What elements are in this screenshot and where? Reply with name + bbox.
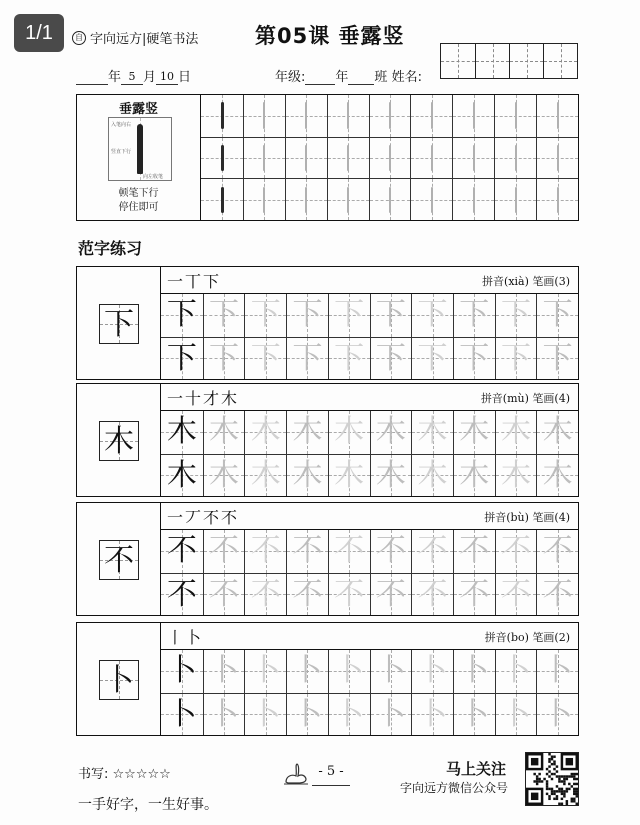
date-line [76, 66, 191, 85]
stroke-practice-cell [201, 178, 243, 220]
practice-character: 下 [500, 340, 531, 376]
practice-character: 卜 [500, 696, 531, 732]
pinyin-info: 拼音(bù) 笔画(4) [484, 511, 570, 524]
page-number: - 5 - [318, 764, 344, 779]
trace-character-cell [328, 530, 370, 573]
practice-character: 卜 [334, 653, 365, 688]
practice-character: 木 [250, 457, 281, 493]
trace-character-cell [328, 411, 370, 454]
trace-character-cell [370, 530, 412, 573]
trace-character-cell [536, 337, 578, 380]
vertical-stroke-icon [221, 187, 224, 213]
trace-character-cell [370, 650, 412, 693]
vertical-stroke-icon [431, 102, 433, 129]
trace-character-cell [453, 337, 495, 380]
stroke-practice-cell [452, 137, 494, 179]
character-block [76, 622, 579, 736]
practice-character: 不 [209, 576, 240, 612]
trace-character-cell [536, 693, 578, 736]
trace-character-cell [328, 337, 370, 380]
trace-character-cell [453, 530, 495, 573]
stroke-practice-cell [536, 137, 578, 179]
trace-character-cell [328, 573, 370, 616]
practice-character: 下 [250, 340, 281, 376]
trace-character-cell [495, 650, 537, 693]
trace-character-cell [370, 693, 412, 736]
character-practice-grid [161, 530, 578, 615]
stroke-practice-cell [327, 178, 369, 220]
practice-character: 木 [542, 457, 573, 493]
trace-character-cell [286, 454, 328, 497]
trace-character-cell [370, 454, 412, 497]
trace-character-cell [286, 573, 328, 616]
stroke-tip-line2: 停住即可 [118, 202, 159, 213]
trace-character-cell [244, 530, 286, 573]
model-character-box [99, 421, 139, 461]
character-practice-grid [161, 650, 578, 735]
trace-character-cell [286, 337, 328, 380]
stroke-practice-cell [410, 95, 452, 137]
practice-character: 不 [334, 576, 365, 612]
practice-character: 下 [542, 340, 573, 376]
stroke-practice-cell [494, 178, 536, 220]
trace-character-cell [495, 294, 537, 337]
practice-character: 卜 [375, 696, 406, 732]
class-line [275, 66, 422, 85]
practice-character: 不 [542, 576, 573, 612]
practice-character: 卜 [209, 653, 240, 688]
character-header [161, 384, 578, 411]
vertical-stroke-icon [263, 102, 265, 129]
practice-character: 下 [292, 297, 323, 332]
trace-character-cell [495, 573, 537, 616]
vertical-stroke-icon [557, 102, 559, 129]
stroke-practice-cell [243, 178, 285, 220]
trace-character-cell [495, 693, 537, 736]
stroke-practice-cell [327, 137, 369, 179]
trace-character-cell [495, 530, 537, 573]
stroke-order: 一丅下 [167, 272, 222, 291]
trace-character-cell [244, 650, 286, 693]
practice-character: 卜 [292, 696, 323, 732]
example-character-cell [161, 294, 203, 337]
stroke-practice-cell [536, 95, 578, 137]
model-character-box [99, 304, 139, 344]
example-character-cell [161, 411, 203, 454]
vertical-stroke-icon [137, 124, 143, 174]
vertical-stroke-icon [305, 102, 307, 129]
name-cell [441, 44, 475, 78]
trace-character-cell [203, 573, 245, 616]
name-cell [475, 44, 509, 78]
model-character: 卜 [104, 663, 134, 698]
practice-character: 木 [417, 414, 448, 449]
vertical-stroke-icon [305, 145, 307, 171]
stroke-practice-cell [536, 178, 578, 220]
trace-character-cell [411, 693, 453, 736]
practice-character: 卜 [166, 653, 197, 688]
vertical-stroke-icon [389, 102, 391, 129]
stroke-practice-cell [285, 137, 327, 179]
stroke-practice-cell [494, 137, 536, 179]
page-indicator[interactable]: 1/1 [14, 14, 64, 52]
practice-character: 下 [417, 340, 448, 376]
character-block [76, 502, 579, 616]
trace-character-cell [286, 693, 328, 736]
stroke-info-panel [77, 95, 201, 220]
stroke-practice-cell [369, 137, 411, 179]
model-area [77, 384, 161, 496]
trace-character-cell [495, 454, 537, 497]
character-practice-grid [161, 294, 578, 379]
stroke-practice-cell [410, 178, 452, 220]
stroke-order: 一十才木 [167, 389, 240, 408]
trace-character-cell [286, 530, 328, 573]
practice-character: 木 [459, 414, 490, 449]
practice-character: 不 [459, 576, 490, 612]
model-character: 木 [104, 424, 134, 459]
practice-character: 木 [209, 414, 240, 449]
brand-logo-icon: 自 [72, 31, 86, 45]
trace-character-cell [536, 411, 578, 454]
vertical-stroke-icon [473, 102, 475, 129]
practice-character: 木 [334, 414, 365, 449]
practice-character: 不 [334, 533, 365, 568]
vertical-stroke-icon [263, 187, 265, 213]
practice-character: 木 [500, 414, 531, 449]
stroke-name: 垂露竖 [118, 102, 158, 117]
practice-character: 木 [542, 414, 573, 449]
practice-character: 木 [459, 457, 490, 493]
trace-character-cell [328, 454, 370, 497]
practice-character: 不 [459, 533, 490, 568]
pinyin-info: 拼音(bo) 笔画(2) [484, 631, 570, 644]
trace-character-cell [536, 573, 578, 616]
trace-character-cell [244, 573, 286, 616]
model-character-box [99, 660, 139, 700]
stroke-practice-cell [452, 95, 494, 137]
practice-character: 不 [417, 533, 448, 568]
character-block [76, 383, 579, 497]
qr-code-icon[interactable] [525, 752, 579, 806]
practice-character: 卜 [542, 653, 573, 688]
stroke-practice-cell [201, 95, 243, 137]
trace-character-cell [286, 650, 328, 693]
stroke-practice-cell [369, 95, 411, 137]
name-cell [543, 44, 577, 78]
stroke-tip [77, 187, 200, 215]
trace-character-cell [328, 650, 370, 693]
model-area [77, 503, 161, 615]
lesson-title: 第05课 垂露竖 [255, 24, 405, 48]
class-blank [348, 70, 374, 85]
vertical-stroke-icon [221, 145, 224, 171]
stroke-practice-cell [243, 95, 285, 137]
trace-character-cell [244, 294, 286, 337]
stroke-practice-cell [452, 178, 494, 220]
practice-character: 下 [334, 340, 365, 376]
vertical-stroke-icon [263, 145, 265, 171]
practice-character: 不 [250, 576, 281, 612]
grade-label: 年级: [275, 70, 306, 85]
class-label: 班 [374, 70, 388, 85]
trace-character-cell [370, 573, 412, 616]
stroke-demo-figure [108, 117, 172, 181]
vertical-stroke-icon [347, 187, 349, 213]
trace-character-cell [411, 650, 453, 693]
character-header [161, 503, 578, 530]
stroke-practice-cell [369, 178, 411, 220]
practice-character: 木 [375, 457, 406, 493]
practice-character: 下 [375, 340, 406, 376]
rating-stars: 书写: ☆☆☆☆☆ [78, 767, 171, 782]
model-area [77, 623, 161, 735]
slogan: 一手好字，一生好事。 [78, 797, 218, 813]
trace-character-cell [244, 454, 286, 497]
trace-character-cell [203, 294, 245, 337]
brand-header [72, 28, 198, 47]
practice-character: 卜 [417, 653, 448, 688]
trace-character-cell [370, 294, 412, 337]
follow-title: 马上关注 [446, 760, 507, 778]
trace-character-cell [203, 650, 245, 693]
stroke-order: 丨卜 [167, 628, 204, 647]
pinyin-info: 拼音(mù) 笔画(4) [480, 392, 570, 405]
trace-character-cell [411, 573, 453, 616]
trace-character-cell [453, 693, 495, 736]
trace-character-cell [286, 411, 328, 454]
stroke-order: 一丆不不 [167, 508, 240, 527]
trace-character-cell [536, 294, 578, 337]
stroke-practice-cell [285, 178, 327, 220]
trace-character-cell [495, 411, 537, 454]
practice-character: 卜 [459, 653, 490, 688]
trace-character-cell [453, 411, 495, 454]
vertical-stroke-icon [431, 145, 433, 171]
practice-character: 下 [292, 340, 323, 376]
practice-character: 不 [166, 576, 197, 612]
practice-character: 下 [166, 297, 197, 332]
practice-character: 下 [166, 340, 197, 376]
trace-character-cell [411, 454, 453, 497]
trace-character-cell [453, 454, 495, 497]
example-character-cell [161, 454, 203, 497]
practice-character: 卜 [417, 696, 448, 732]
vertical-stroke-icon [515, 145, 517, 171]
model-character: 下 [104, 307, 134, 342]
practice-character: 木 [209, 457, 240, 493]
brand-text: 字向远方|硬笔书法 [90, 32, 199, 47]
trace-character-cell [495, 337, 537, 380]
vertical-stroke-icon [347, 102, 349, 129]
stroke-tip-line1: 顿笔下行 [118, 188, 159, 199]
name-cell [509, 44, 543, 78]
trace-character-cell [453, 294, 495, 337]
pinyin-info: 拼音(xià) 笔画(3) [482, 275, 570, 288]
section-title: 范字练习 [78, 239, 143, 258]
practice-character: 卜 [250, 653, 281, 688]
character-practice-grid [161, 411, 578, 496]
practice-character: 不 [500, 576, 531, 612]
trace-character-cell [203, 411, 245, 454]
trace-character-cell [203, 693, 245, 736]
vertical-stroke-icon [557, 145, 559, 171]
stroke-practice-cell [243, 137, 285, 179]
model-area [77, 267, 161, 379]
nian-label: 年 [335, 70, 349, 85]
trace-character-cell [244, 337, 286, 380]
trace-character-cell [453, 650, 495, 693]
character-header [161, 623, 578, 650]
stroke-practice-box [76, 94, 579, 221]
practice-character: 下 [459, 340, 490, 376]
practice-character: 不 [500, 533, 531, 568]
practice-character: 木 [166, 414, 197, 449]
page-number-area [282, 760, 354, 786]
trace-character-cell [411, 294, 453, 337]
character-header [161, 267, 578, 294]
trace-character-cell [286, 294, 328, 337]
vertical-stroke-icon [473, 145, 475, 171]
name-label: 姓名: [391, 70, 422, 85]
trace-character-cell [244, 411, 286, 454]
demo-label-middle: 竖直下行 [111, 149, 132, 155]
practice-character: 不 [375, 576, 406, 612]
model-character-box [99, 540, 139, 580]
trace-character-cell [203, 454, 245, 497]
year-label: 年 [108, 70, 122, 85]
demo-label-start: 入笔向右 [111, 122, 132, 128]
example-character-cell [161, 693, 203, 736]
trace-character-cell [411, 530, 453, 573]
practice-character: 卜 [542, 696, 573, 732]
vertical-stroke-icon [431, 187, 433, 213]
trace-character-cell [328, 294, 370, 337]
stroke-practice-cell [201, 137, 243, 179]
practice-character: 卜 [334, 696, 365, 732]
practice-character: 卜 [166, 696, 197, 732]
grade-blank [305, 70, 335, 85]
practice-character: 卜 [250, 696, 281, 732]
vertical-stroke-icon [515, 102, 517, 129]
demo-label-end: 向左收笔 [143, 174, 164, 180]
vertical-stroke-icon [221, 102, 224, 129]
rabbit-icon [282, 762, 310, 786]
practice-character: 木 [166, 457, 197, 493]
stroke-practice-cell [410, 137, 452, 179]
trace-character-cell [244, 693, 286, 736]
practice-character: 不 [166, 533, 197, 568]
month-label: 月 [143, 70, 157, 85]
practice-character: 不 [292, 576, 323, 612]
practice-character: 下 [500, 297, 531, 332]
trace-character-cell [203, 530, 245, 573]
character-block [76, 266, 579, 380]
practice-character: 不 [375, 533, 406, 568]
vertical-stroke-icon [305, 187, 307, 213]
trace-character-cell [203, 337, 245, 380]
model-character: 不 [104, 543, 134, 578]
example-character-cell [161, 530, 203, 573]
practice-character: 下 [542, 297, 573, 332]
trace-character-cell [536, 454, 578, 497]
vertical-stroke-icon [347, 145, 349, 171]
practice-character: 木 [500, 457, 531, 493]
practice-character: 木 [250, 414, 281, 449]
example-character-cell [161, 573, 203, 616]
practice-character: 木 [417, 457, 448, 493]
vertical-stroke-icon [515, 187, 517, 213]
practice-character: 卜 [375, 653, 406, 688]
stroke-practice-cell [494, 95, 536, 137]
stroke-grid [201, 95, 578, 220]
practice-character: 卜 [292, 653, 323, 688]
trace-character-cell [536, 530, 578, 573]
practice-character: 下 [375, 297, 406, 332]
example-character-cell [161, 650, 203, 693]
trace-character-cell [453, 573, 495, 616]
follow-subtitle: 字向远方微信公众号 [400, 781, 509, 795]
practice-character: 卜 [500, 653, 531, 688]
trace-character-cell [328, 693, 370, 736]
practice-character: 木 [292, 457, 323, 493]
practice-character: 不 [292, 533, 323, 568]
trace-character-cell [536, 650, 578, 693]
practice-character: 不 [209, 533, 240, 568]
name-writing-grid [440, 43, 578, 79]
trace-character-cell [370, 411, 412, 454]
practice-character: 不 [417, 576, 448, 612]
practice-character: 不 [250, 533, 281, 568]
practice-character: 木 [375, 414, 406, 449]
practice-character: 卜 [209, 696, 240, 732]
trace-character-cell [370, 337, 412, 380]
vertical-stroke-icon [389, 145, 391, 171]
day-value: 10 [156, 70, 178, 85]
practice-character: 下 [334, 297, 365, 332]
year-blank [76, 70, 108, 85]
practice-character: 下 [250, 297, 281, 332]
month-value: 5 [121, 70, 143, 85]
practice-character: 下 [209, 340, 240, 376]
trace-character-cell [411, 337, 453, 380]
practice-character: 木 [292, 414, 323, 449]
vertical-stroke-icon [473, 187, 475, 213]
practice-character: 下 [459, 297, 490, 332]
example-character-cell [161, 337, 203, 380]
vertical-stroke-icon [557, 187, 559, 213]
practice-character: 卜 [459, 696, 490, 732]
practice-character: 木 [334, 457, 365, 493]
vertical-stroke-icon [389, 187, 391, 213]
stroke-practice-cell [327, 95, 369, 137]
stroke-practice-cell [285, 95, 327, 137]
trace-character-cell [411, 411, 453, 454]
practice-character: 下 [417, 297, 448, 332]
day-label: 日 [178, 70, 192, 85]
practice-character: 下 [209, 297, 240, 332]
practice-character: 不 [542, 533, 573, 568]
